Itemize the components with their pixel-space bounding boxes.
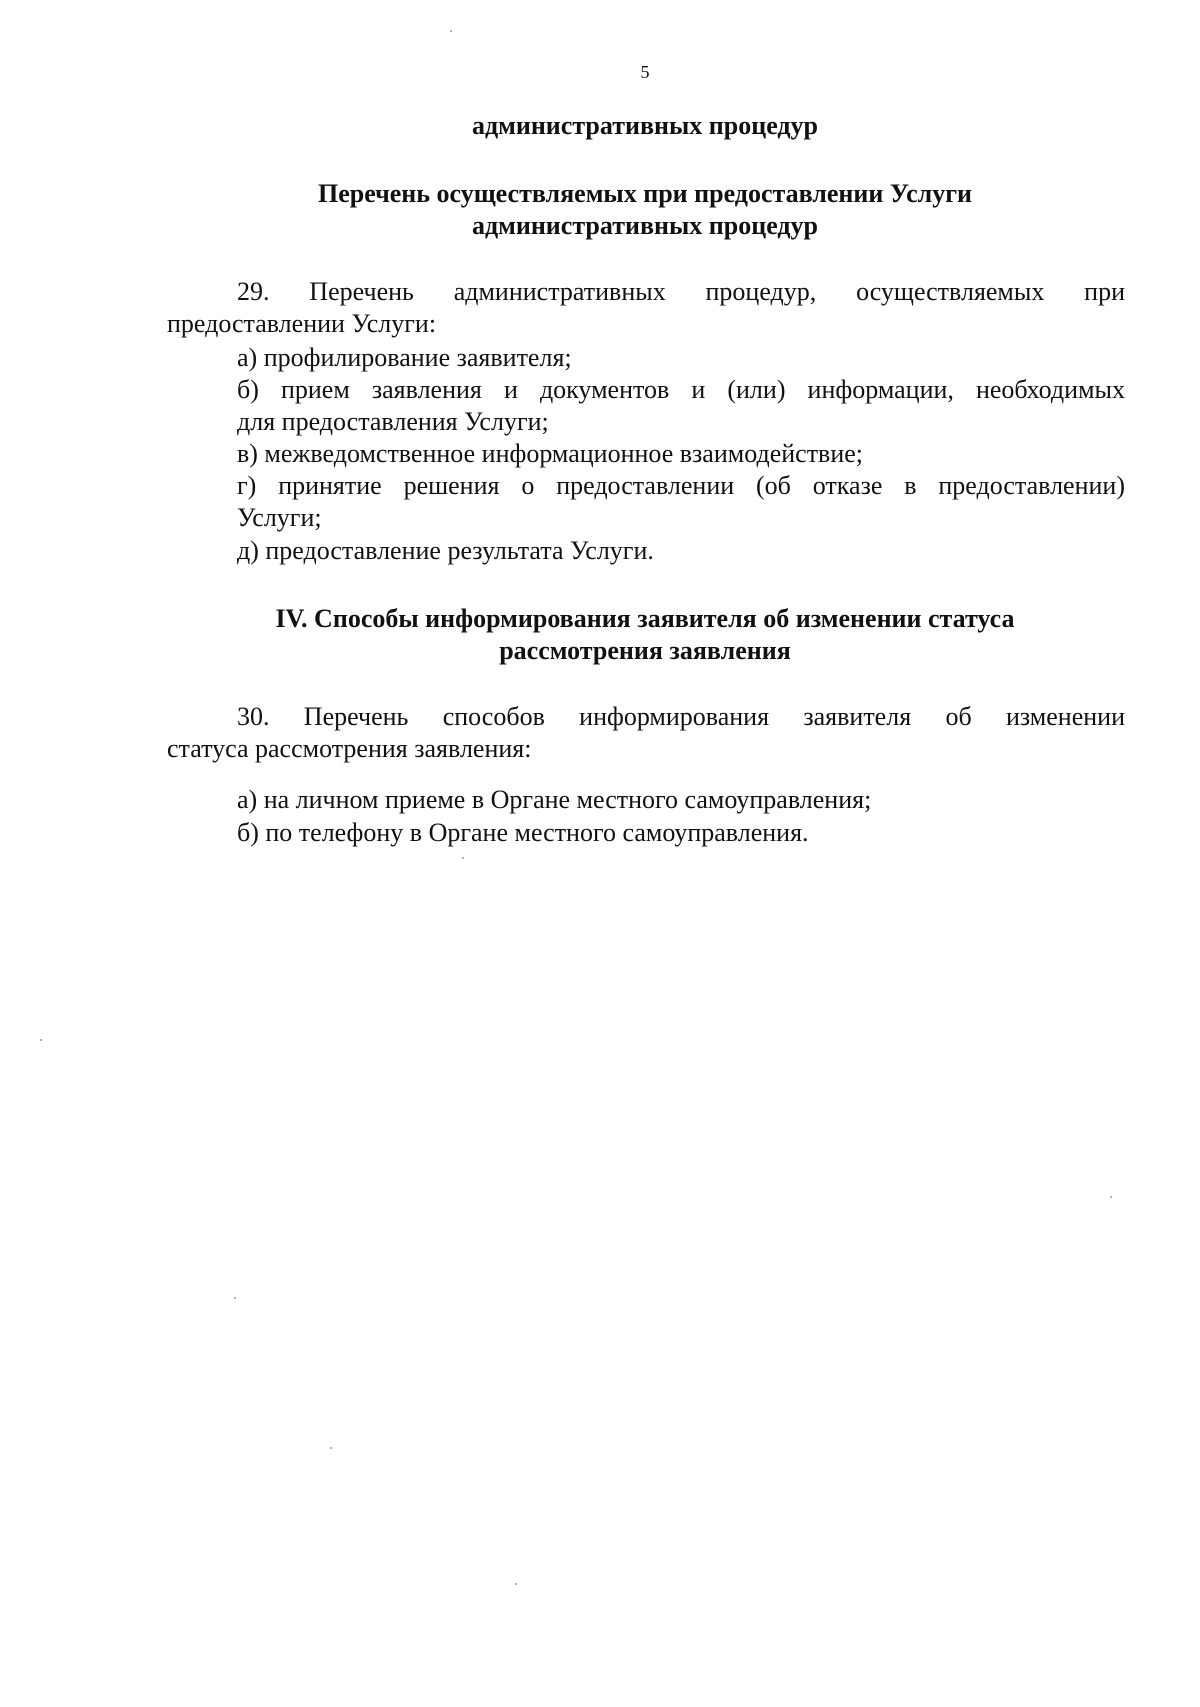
list-item-29-e: [237, 535, 1125, 567]
paragraph-30: [167, 701, 1125, 765]
list-item-text: б) прием заявления и документов и (или) информации, необходимых: [237, 375, 1125, 404]
section-heading-line2: административных процедур: [471, 211, 819, 240]
list-item-text: а) профилирование заявителя;: [237, 343, 572, 372]
list-item-text: а) на личном приеме в Органе местного самоуправления;: [237, 785, 872, 814]
list-item-29-a: [237, 342, 1125, 374]
page-number: 5: [640, 62, 650, 82]
section-heading-line1: Перечень осуществляемых при предоставлении Услуги: [317, 179, 973, 208]
paragraph-29-line1: 29. Перечень административных процедур, осуществляемых при: [237, 277, 1125, 306]
list-item-continuation: Услуги;: [237, 503, 322, 532]
list-item-text: д) предоставление результата Услуги.: [237, 536, 654, 565]
paragraph-29-line2: предоставлении Услуги:: [167, 309, 437, 338]
continued-heading: [0, 110, 1200, 142]
scan-speck: [234, 1297, 236, 1299]
list-item-text: в) межведомственное информационное взаимодействие;: [237, 439, 864, 468]
list-item-text: б) по телефону в Органе местного самоуправления.: [237, 818, 809, 847]
list-item-text: г) принятие решения о предоставлении (об отказе в предоставлении): [237, 471, 1125, 500]
scan-speck: [330, 1447, 332, 1449]
section-iv-heading-line1: IV. Способы информирования заявителя об изменении статуса: [275, 604, 1015, 633]
scan-speck: [450, 30, 452, 32]
scan-speck: [515, 1583, 517, 1585]
section-iv-heading-line2: рассмотрения заявления: [499, 636, 791, 665]
list-item-30-a: [237, 784, 1125, 816]
section-iv-heading: [0, 603, 1200, 667]
list-item-30-b: [237, 817, 1125, 849]
scan-speck: [462, 857, 464, 859]
paragraph-29: [167, 276, 1125, 340]
list-item-29-c: [237, 438, 1125, 470]
list-item-29-d: [237, 470, 1125, 534]
paragraph-30-line2: статуса рассмотрения заявления:: [167, 734, 532, 763]
continued-heading-text: административных процедур: [471, 111, 819, 140]
paragraph-30-line1: 30. Перечень способов информирования заявителя об изменении: [237, 702, 1125, 731]
scan-speck: [1110, 1196, 1112, 1198]
section-heading: [0, 178, 1200, 242]
scan-speck: [40, 1039, 42, 1041]
list-item-29-b: [237, 374, 1125, 438]
list-item-continuation: для предоставления Услуги;: [237, 407, 549, 436]
